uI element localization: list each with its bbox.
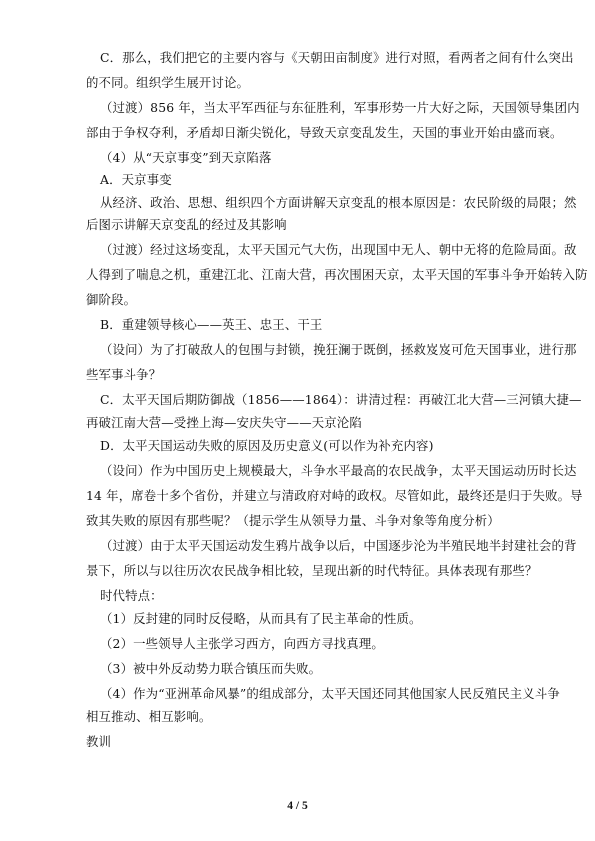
subheading-b: B．重建领导核心——英王、忠王、干王: [100, 317, 323, 332]
subheading-d: D．太平天国运动失败的原因及历史意义(可以作为补充内容): [100, 438, 434, 453]
features-heading: 时代特点：: [100, 588, 163, 603]
text-line-11: 御阶段。: [86, 292, 137, 307]
text-line-10: 人得到了喘息之机，重建江北、江南大营，再次围困天京，太平天国的军事斗争开始转入防: [86, 267, 588, 282]
text-line-14: 些军事斗争？: [86, 367, 162, 382]
text-line-4: 部由于争权夺利，矛盾却日渐尖锐化，导致天京变乱发生，天国的事业开始由盛而衰。: [86, 125, 563, 140]
feature-item-1: （1）反封建的同时反侵略，从而具有了民主革命的性质。: [100, 611, 422, 626]
text-line-19: 14 年，席卷十多个省份，并建立与清政府对峙的政权。尽管如此，最终还是归于失败。导: [86, 488, 583, 503]
text-line-2: 的不同。组织学生展开讨论。: [86, 75, 250, 90]
text-line-22: 景下，所以与以往历次农民战争相比较，呈现出新的时代特征。具体表现有那些？: [86, 563, 538, 578]
page-number: 4 / 5: [287, 800, 308, 812]
text-line-20: 致其失败的原因有那些呢？（提示学生从领导力量、斗争对象等角度分析）: [86, 513, 500, 528]
text-line-16: 再破江南大营—受挫上海—安庆失守——天京沦陷: [86, 415, 362, 430]
section-heading-4: （4）从“天京事变”到天京陷落: [100, 150, 272, 165]
text-line-8: 后图示讲解天京变乱的经过及其影响: [86, 217, 287, 232]
text-line-3: （过渡）856 年，当太平军西征与东征胜利，军事形势一片大好之际，天国领导集团内: [100, 100, 580, 115]
feature-item-3: （3）被中外反动势力联合镇压而失败。: [100, 661, 322, 676]
feature-item-4: （4）作为“亚洲革命风暴”的组成部分，太平天国还同其他国家人民反殖民主义斗争: [100, 686, 560, 701]
text-line-18: （设问）作为中国历史上规模最大，斗争水平最高的农民战争，太平天国运动历时长达: [100, 463, 577, 478]
subheading-a: A．天京事变: [100, 172, 172, 187]
feature-item-2: （2）一些领导人主张学习西方，向西方寻找真理。: [100, 636, 384, 651]
subheading-c: C．太平天国后期防御战（1856——1864）：讲清过程：再破江北大营—三河镇大捷—: [100, 392, 582, 407]
lessons-heading: 教训: [86, 734, 112, 749]
feature-item-4-cont: 相互推动、相互影响。: [86, 709, 212, 724]
text-line-9: （过渡）经过这场变乱，太平天国元气大伤，出现国中无人、朝中无将的危险局面。敌: [100, 242, 577, 257]
text-line-21: （过渡）由于太平天国运动发生鸦片战争以后，中国逐步沦为半殖民地半封建社会的背: [100, 538, 577, 553]
text-line-1: C．那么，我们把它的主要内容与《天朝田亩制度》进行对照，看两者之间有什么突出: [100, 50, 574, 65]
text-line-7: 从经济、政治、思想、组织四个方面讲解天京变乱的根本原因是：农民阶级的局限；然: [100, 195, 577, 210]
text-line-13: （设问）为了打破敌人的包围与封锁，挽狂澜于既倒，拯救岌岌可危天国事业，进行那: [100, 342, 577, 357]
